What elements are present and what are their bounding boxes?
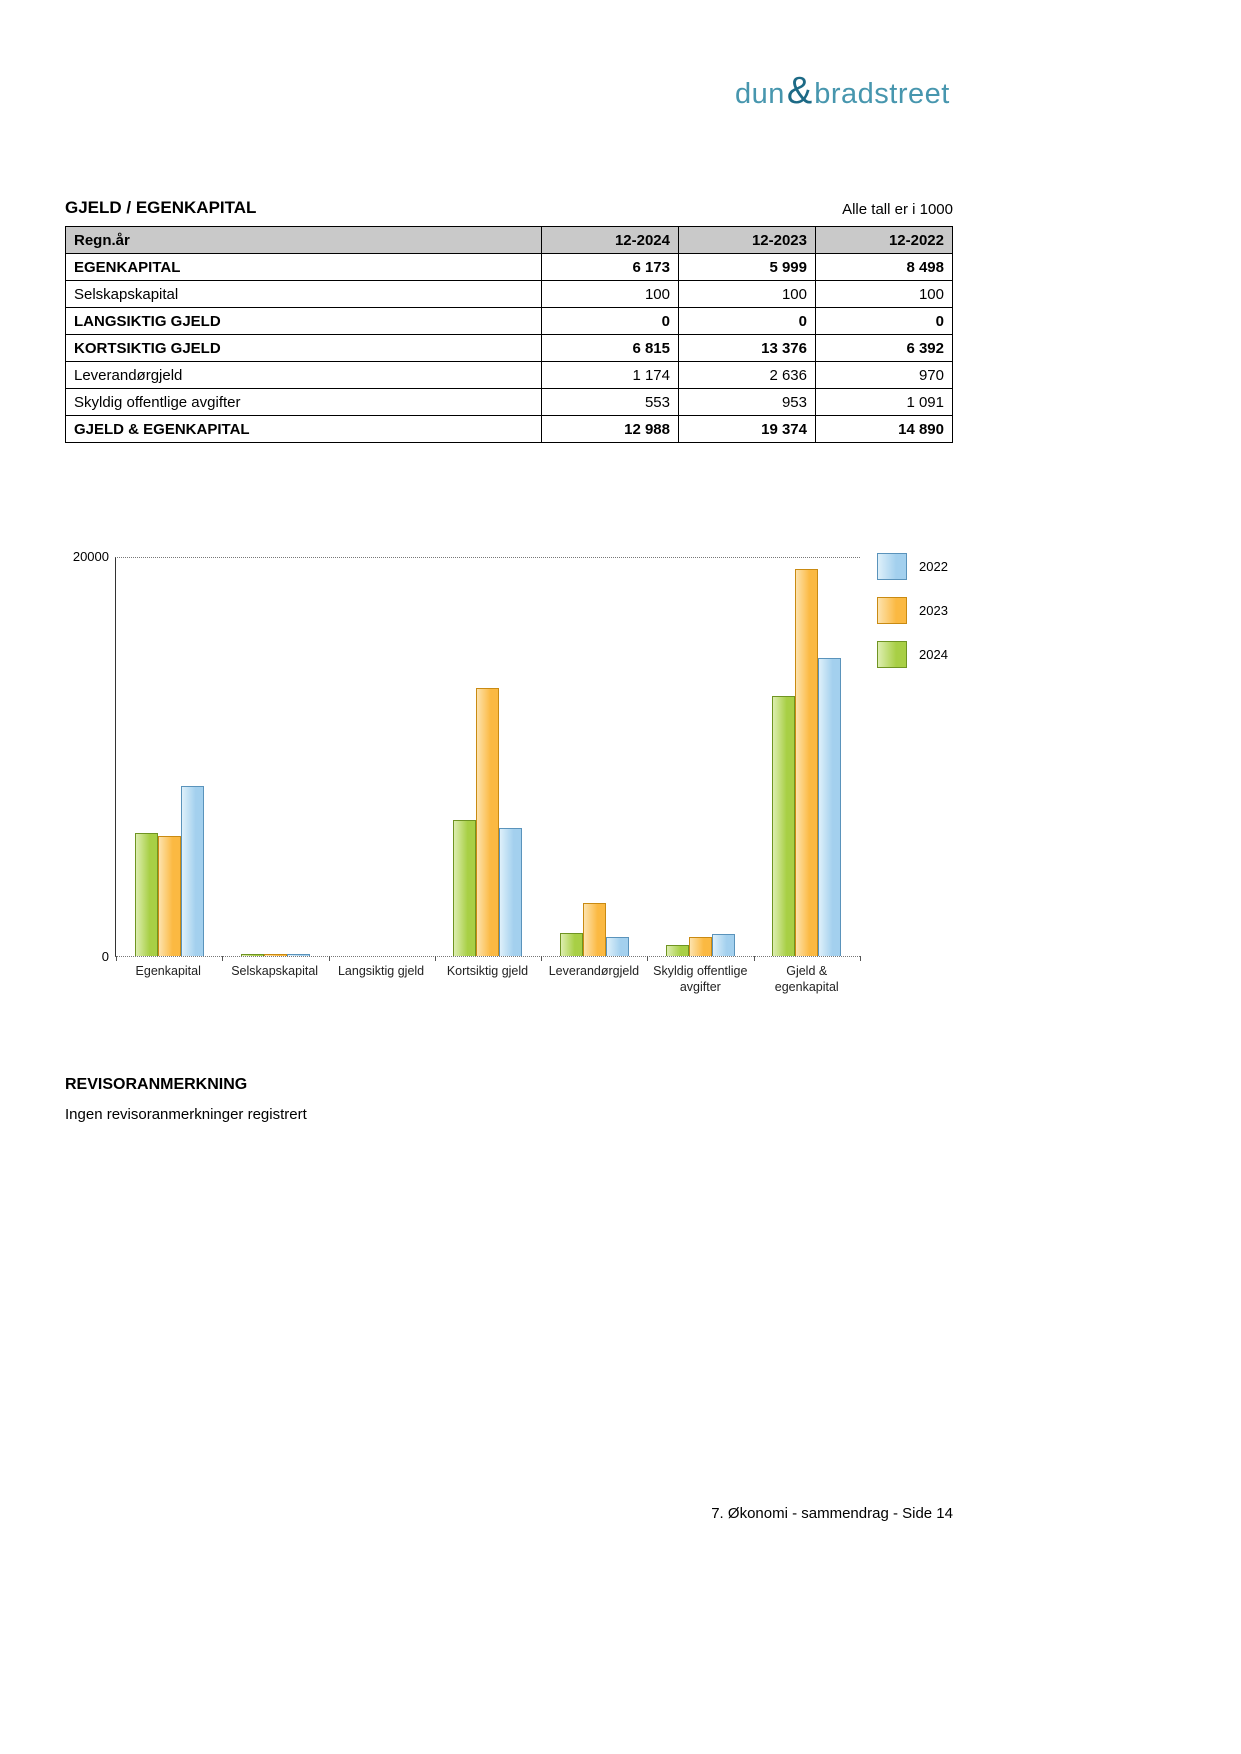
baseline-tick [754,956,755,961]
row-value: 8 498 [816,254,953,281]
column-header-2: 12-2023 [679,227,816,254]
baseline-tick [116,956,117,961]
row-value: 13 376 [679,335,816,362]
row-value: 100 [816,281,953,308]
bar-2023-leverand-rgjeld [583,903,606,956]
legend-item-2024 [877,641,948,668]
bar-2024-egenkapital [135,833,158,956]
row-value: 1 091 [816,389,953,416]
bar-group-1 [222,558,328,956]
column-header-1: 12-2024 [542,227,679,254]
bar-2023-kortsiktig-gjeld [476,688,499,956]
row-value: 12 988 [542,416,679,443]
table-row [66,389,953,416]
row-label: Leverandørgjeld [66,362,542,389]
chart-legend [877,553,948,685]
financial-table [65,226,953,443]
column-header-0: Regn.år [66,227,542,254]
legend-item-2022 [877,553,948,580]
x-axis-label: Egenkapital [135,964,201,978]
table-row [66,308,953,335]
units-note: Alle tall er i 1000 [842,201,953,218]
bar-2024-skyldig-offentlige-avgifter [666,945,689,956]
x-axis-label: Selskapskapital [231,964,319,978]
baseline-tick [329,956,330,961]
section-header [65,198,953,218]
bar-group-5 [647,558,753,956]
revisor-heading: REVISORANMERKNING [65,1076,248,1093]
legend-swatch-2024 [877,641,907,668]
x-axis-label: Skyldig offentlige avgifter [653,964,748,995]
table-row [66,362,953,389]
bar-group-6 [754,558,860,956]
baseline-tick [541,956,542,961]
legend-label: 2022 [919,559,948,574]
ampersand-icon: & [786,70,813,112]
bar-2023-gjeld-egenkapital [795,569,818,956]
bar-chart [65,545,1175,1015]
x-axis-label: Leverandørgjeld [548,964,640,978]
row-value: 100 [679,281,816,308]
row-label: KORTSIKTIG GJELD [66,335,542,362]
bar-2022-kortsiktig-gjeld [499,828,522,956]
chart-plot [115,557,860,957]
row-value: 100 [542,281,679,308]
revisor-text: Ingen revisoranmerkninger registrert [65,1106,307,1123]
bar-group-4 [541,558,647,956]
baseline-tick [435,956,436,961]
bar-2024-gjeld-egenkapital [772,696,795,956]
row-value: 6 815 [542,335,679,362]
bar-2024-selskapskapital [241,954,264,956]
bar-2022-skyldig-offentlige-avgifter [712,934,735,956]
bar-2023-selskapskapital [264,954,287,956]
row-value: 0 [542,308,679,335]
row-label: LANGSIKTIG GJELD [66,308,542,335]
bar-group-2 [329,558,435,956]
dun-bradstreet-logo [735,72,955,111]
page-footer: 7. Økonomi - sammendrag - Side 14 [711,1505,953,1522]
x-axis-label: Kortsiktig gjeld [446,964,529,978]
row-label: EGENKAPITAL [66,254,542,281]
bar-2022-gjeld-egenkapital [818,658,841,956]
table-row [66,254,953,281]
legend-swatch-2023 [877,597,907,624]
bar-2022-leverand-rgjeld [606,937,629,956]
bar-2022-egenkapital [181,786,204,956]
section-title: GJELD / EGENKAPITAL [65,198,257,217]
bar-2022-selskapskapital [287,954,310,956]
row-value: 14 890 [816,416,953,443]
row-value: 5 999 [679,254,816,281]
row-value: 2 636 [679,362,816,389]
bar-group-3 [435,558,541,956]
chart-x-labels [115,963,860,996]
column-header-3: 12-2022 [816,227,953,254]
legend-swatch-2022 [877,553,907,580]
table-row [66,416,953,443]
x-axis-label: Gjeld & egenkapital [774,964,839,995]
logo-text-dun: dun [735,78,785,110]
row-value: 1 174 [542,362,679,389]
table-row [66,281,953,308]
legend-item-2023 [877,597,948,624]
bar-2023-skyldig-offentlige-avgifter [689,937,712,956]
row-value: 953 [679,389,816,416]
y-tick-max: 20000 [72,549,109,564]
row-value: 0 [816,308,953,335]
row-label: Skyldig offentlige avgifter [66,389,542,416]
bar-2023-egenkapital [158,836,181,956]
row-value: 0 [679,308,816,335]
row-value: 553 [542,389,679,416]
baseline-tick [222,956,223,961]
table-body [66,254,953,443]
legend-label: 2024 [919,647,948,662]
baseline-tick [860,956,861,961]
bar-group-0 [116,558,222,956]
x-axis-label: Langsiktig gjeld [337,964,425,978]
row-value: 970 [816,362,953,389]
row-label: GJELD & EGENKAPITAL [66,416,542,443]
row-value: 19 374 [679,416,816,443]
bar-2024-leverand-rgjeld [560,933,583,956]
baseline-tick [647,956,648,961]
legend-label: 2023 [919,603,948,618]
row-value: 6 392 [816,335,953,362]
row-label: Selskapskapital [66,281,542,308]
row-value: 6 173 [542,254,679,281]
bar-2024-kortsiktig-gjeld [453,820,476,956]
table-header [66,227,953,254]
y-tick-zero: 0 [101,949,109,964]
table-row [66,335,953,362]
logo-text-bradstreet: bradstreet [814,78,950,110]
